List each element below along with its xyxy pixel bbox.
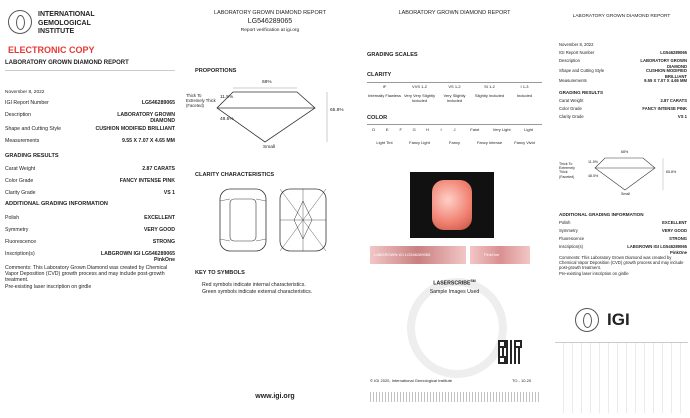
inscription-text: LABGROWN IGI LG546289065 (374, 252, 431, 257)
clarity-grade: I 1-3 (520, 84, 529, 89)
summary-fluorescence: STRONG (669, 236, 687, 241)
color-desc: Light Tint (376, 140, 393, 145)
fluorescence-value: STRONG (152, 239, 175, 245)
clarity-desc: Internally Flawless (368, 93, 401, 98)
color-letter: Light (524, 127, 533, 132)
grading-scales-title: GRADING SCALES (367, 52, 418, 58)
summary-description: LABORATORY GROWN DIAMOND (640, 58, 687, 69)
color-value: FANCY INTENSE PINK (119, 178, 175, 184)
summary-polish: EXCELLENT (662, 220, 687, 225)
summary-inscription: LABGROWN IGI LG546289065 PinkOne (627, 244, 687, 255)
color-desc: Fancy (449, 140, 460, 145)
grading-results-title: GRADING RESULTS (5, 153, 59, 159)
summary-pre-grading: Pre-existing laser inscription on girdle (559, 271, 629, 276)
key-line-red: Red symbols indicate internal characteristics. (202, 282, 306, 288)
field-label: Fluorescence (5, 239, 37, 245)
table-pct: 68% (262, 80, 272, 85)
rotated-stub (555, 342, 688, 413)
igi-logo-icon (8, 10, 32, 34)
copyright: © IGI 2020, International Gemological Institute (370, 378, 453, 383)
summary-crown-pct: 11.5% (588, 160, 598, 164)
org-name-line: GEMOLOGICAL (38, 19, 91, 27)
verify-text: Report verification at igi.org (240, 28, 300, 33)
summary-girdle: Thick To Extremely Thick (Faceted) (559, 162, 575, 179)
igi-logo-icon (575, 308, 599, 332)
proportions-title: PROPORTIONS (195, 68, 237, 74)
pre-grading-note: Pre-existing laser inscription on girdle (5, 284, 92, 290)
field-label: Measurements (559, 78, 587, 83)
color-desc: Fancy Intense (476, 140, 503, 145)
comments: Comments: This Laboratory Grown Diamond was created by Chemical Vapor Deposition (CVD) growth process and may include post-growth treatment. (5, 265, 168, 283)
clarity-desc: Included (516, 93, 533, 98)
field-label: Description (559, 58, 580, 63)
field-label: Color Grade (5, 178, 34, 184)
org-name-line: INSTITUTE (38, 28, 75, 35)
summary-grading-title: GRADING RESULTS (559, 90, 604, 95)
summary-additional-title: ADDITIONAL GRADING INFORMATION (559, 212, 644, 217)
summary-title: LABORATORY GROWN DIAMOND REPORT (572, 14, 671, 19)
field-label: IGI Report Number (559, 50, 595, 55)
summary-symmetry: VERY GOOD (661, 228, 687, 233)
clarity-value: VS 1 (163, 190, 175, 196)
proportions-diagram (195, 80, 355, 152)
clarity-grade: VVS 1-2 (412, 84, 427, 89)
electronic-copy: ELECTRONIC COPY (8, 45, 95, 55)
summary-proportions-diagram (583, 150, 673, 196)
summary-depth-pct: 65.8% (666, 170, 677, 174)
summary-carat: 2.87 CARATS (660, 98, 687, 103)
website-link[interactable]: www.igi.org (255, 393, 295, 400)
field-label: Symmetry (5, 227, 29, 233)
color-letter: I (440, 127, 442, 132)
depth-pct: 65.8% (330, 108, 344, 113)
girdle-label: Thick To Extremely Thick (Faceted) (186, 93, 216, 108)
clarity-scale-label: CLARITY (367, 72, 392, 78)
summary-measurements: 9.55 X 7.07 X 4.65 MM (644, 78, 687, 83)
field-label: Polish (5, 215, 20, 221)
summary-color: FANCY INTENSE PINK (642, 106, 687, 111)
clarity-plot-pavilion (278, 187, 328, 253)
color-letter: Faint (470, 127, 480, 132)
color-letter: D (372, 127, 376, 132)
carat-value: 2.87 CARATS (142, 166, 175, 172)
field-label: Color Grade (559, 106, 582, 111)
color-letter: G (412, 127, 416, 132)
inscription-text: PinkOne (484, 252, 500, 257)
inscription-image-2 (470, 246, 530, 264)
igi-logo-text: IGI (607, 310, 630, 329)
color-letter: H (426, 127, 430, 132)
culet-label: Small (263, 145, 275, 150)
color-letter: J (453, 127, 456, 132)
sample-images-note: Sample Images Used (429, 289, 480, 295)
field-label: Inscription(s) (5, 251, 35, 257)
clarity-desc: Slightly Included (474, 93, 505, 98)
field-label: Symmetry (559, 228, 578, 233)
clarity-desc: Very Very Slightly Included (403, 93, 436, 103)
color-letter: F (399, 127, 402, 132)
form-code: TO - 10.20 (512, 378, 532, 383)
summary-pavilion-pct: 48.5% (588, 174, 599, 178)
symmetry-value: VERY GOOD (143, 227, 175, 233)
color-letter: Very Light (492, 127, 511, 132)
clarity-plot-crown (218, 187, 268, 253)
field-label: Clarity Grade (559, 114, 584, 119)
clarity-desc: Very Slightly Included (443, 93, 466, 103)
inscription-image-1 (370, 246, 466, 264)
field-label: Description (5, 112, 31, 118)
summary-report-number: LG546289065 (660, 50, 687, 55)
color-desc: Fancy Light (409, 140, 430, 145)
field-label: IGI Report Number (5, 100, 49, 106)
summary-panel (555, 0, 690, 418)
clarity-grade: SI 1-2 (484, 84, 495, 89)
field-label: Inscription(s) (559, 244, 583, 249)
field-label: Shape and Cutting Style (5, 126, 61, 132)
key-line-green: Green symbols indicate external characteristics. (202, 289, 313, 295)
diamond-photo (410, 172, 494, 238)
measurements-value: 9.55 X 7.07 X 4.65 MM (121, 138, 175, 144)
color-letter: E (385, 127, 389, 132)
polish-value: EXCELLENT (144, 215, 175, 221)
org-name-line: INTERNATIONAL (38, 11, 95, 18)
summary-shape: CUSHION MODIFIED BRILLIANT (646, 68, 687, 79)
center-title: LABORATORY GROWN DIAMOND REPORT (214, 10, 326, 16)
summary-clarity: VS 1 (677, 114, 687, 119)
left-panel (0, 0, 180, 418)
scales-panel (362, 0, 547, 418)
clarity-grade: VS 1-2 (448, 84, 461, 89)
color-desc: Fancy Vivid (514, 140, 535, 145)
summary-comments: Comments: This Laboratory Grown Diamond was created by Chemical Vapor Deposition (CVD) growth process and may include post-growth treatment. (559, 255, 684, 270)
qr-code[interactable] (498, 340, 522, 364)
laserscribe-label: LASERSCRIBE (433, 280, 471, 287)
field-label: Polish (559, 220, 571, 225)
field-label: Carat Weight (559, 98, 584, 103)
color-scale-label: COLOR (367, 115, 388, 121)
field-label: Clarity Grade (5, 190, 36, 196)
field-label: Measurements (5, 138, 40, 144)
clarity-characteristics-title: CLARITY CHARACTERISTICS (195, 172, 275, 178)
summary-table-pct: 68% (621, 150, 629, 154)
inscription-value: LABGROWN IGI LG546289065 PinkOne (100, 251, 175, 263)
summary-date: November 8, 2022 (559, 42, 594, 47)
field-label: Fluorescence (559, 236, 585, 241)
scales-report-title: LABORATORY GROWN DIAMOND REPORT (398, 10, 511, 16)
summary-culet: Small (621, 192, 630, 196)
security-strip (370, 392, 540, 402)
report-date: November 8, 2022 (5, 90, 45, 95)
key-title: KEY TO SYMBOLS (195, 270, 245, 276)
additional-title: ADDITIONAL GRADING INFORMATION (5, 201, 108, 207)
pavilion-pct: 48.5% (220, 117, 234, 122)
description-value: LABORATORY GROWN DIAMOND (117, 112, 175, 124)
clarity-grade: IF (382, 84, 387, 89)
report-number: LG546289065 (141, 100, 175, 106)
laserscribe-sup: SM (470, 279, 476, 283)
field-label: Shape and Cutting Style (559, 68, 605, 73)
center-panel (180, 0, 360, 418)
crown-pct: 11.5% (220, 95, 234, 100)
report-title: LABORATORY GROWN DIAMOND REPORT (5, 60, 129, 66)
field-label: Carat Weight (5, 166, 36, 172)
shape-value: CUSHION MODIFIED BRILLIANT (95, 126, 175, 132)
center-report-number: LG546289065 (247, 18, 293, 25)
